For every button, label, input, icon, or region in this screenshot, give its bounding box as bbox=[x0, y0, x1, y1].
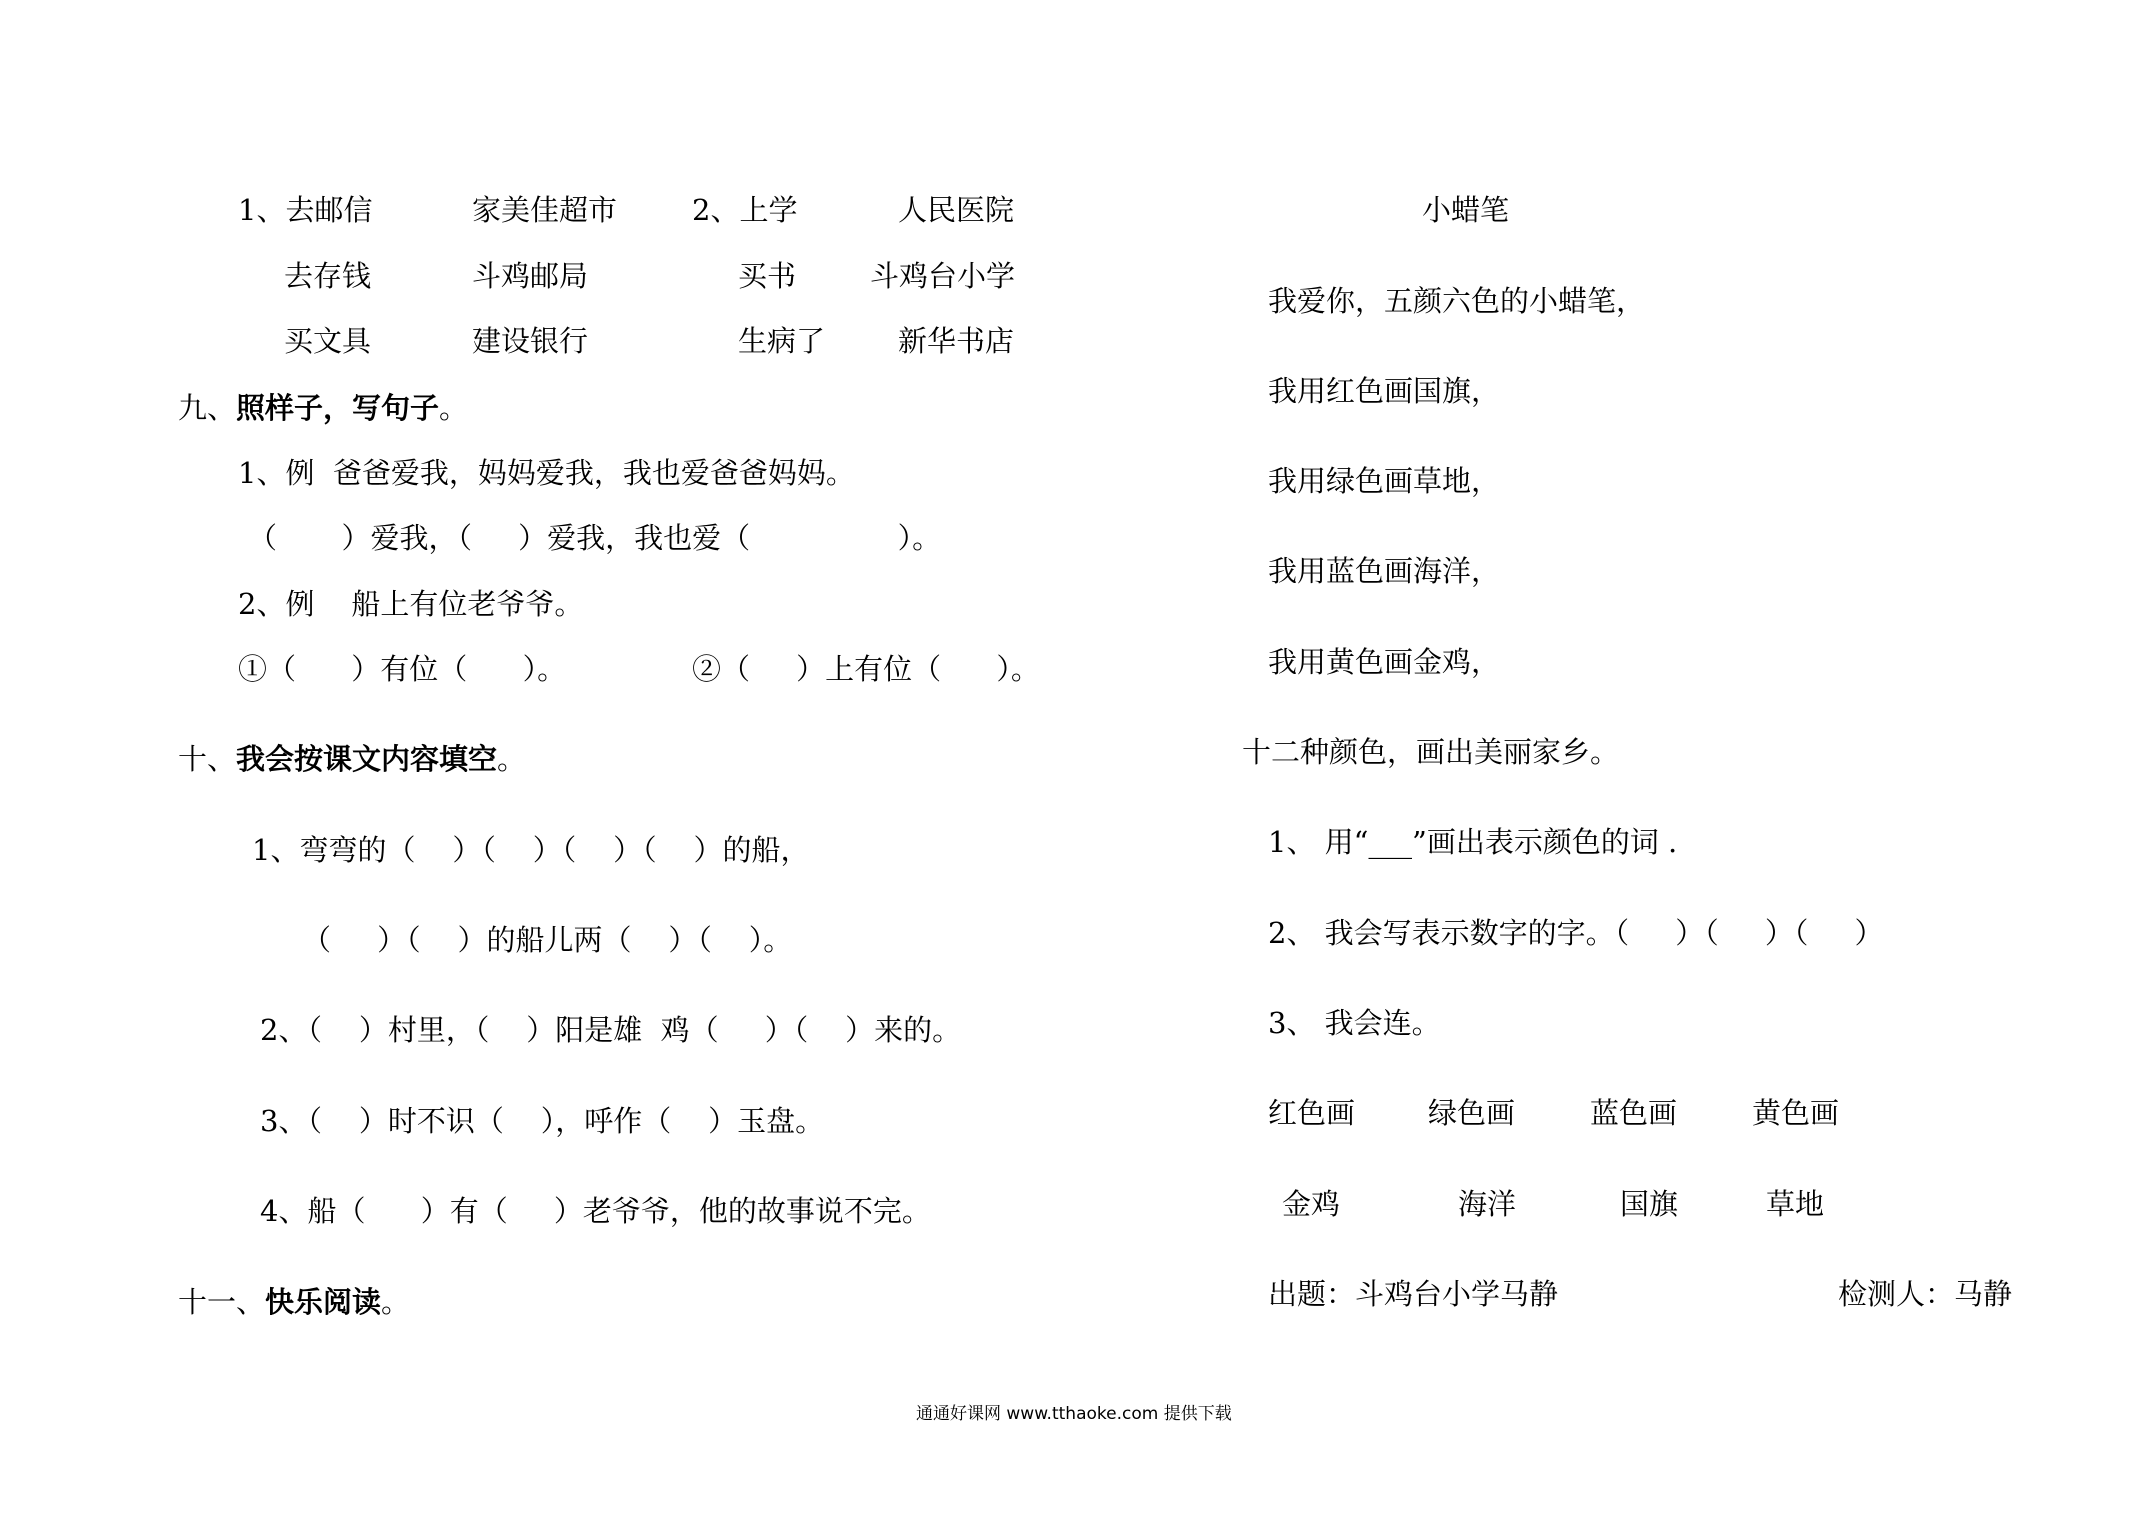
match-g1-item-1: 1、去邮信 bbox=[238, 193, 373, 227]
poem-line-1: 我爱你，五颜六色的小蜡笔， bbox=[1268, 284, 1646, 318]
section11-heading: 十一、快乐阅读。 bbox=[178, 1285, 411, 1319]
section10-q1-line2: （ ）（ ）的船儿两（ ）（ ）。 bbox=[302, 923, 793, 957]
color-word: 蓝色画 bbox=[1590, 1096, 1678, 1130]
match-g1-place-2: 斗鸡邮局 bbox=[472, 259, 589, 293]
match-g2-place-3: 新华书店 bbox=[898, 324, 1015, 358]
match-g1-place-1: 家美佳超市 bbox=[472, 193, 618, 227]
section9-heading: 九、照样子，写句子。 bbox=[178, 391, 469, 425]
thing-word: 草地 bbox=[1766, 1187, 1825, 1221]
color-word: 黄色画 bbox=[1752, 1096, 1840, 1130]
match-g2-place-1: 人民医院 bbox=[898, 193, 1015, 227]
reading-q2: 2、 我会写表示数字的字。（ ）（ ）（ ） bbox=[1268, 916, 1884, 950]
color-word: 绿色画 bbox=[1428, 1096, 1516, 1130]
section10-q1-line1: 1、弯弯的（ ）（ ）（ ）（ ）的船， bbox=[252, 833, 810, 867]
section10-q4: 4、船（ ）有（ ）老爷爷，他的故事说不完。 bbox=[260, 1194, 931, 1228]
thing-word: 国旗 bbox=[1620, 1187, 1679, 1221]
match-g1-place-3: 建设银行 bbox=[472, 324, 589, 358]
section9-example-1: 1、例 爸爸爱我，妈妈爱我，我也爱爸爸妈妈。 bbox=[238, 456, 855, 490]
credits-checker: 检测人：马静 bbox=[1838, 1277, 2013, 1311]
section9-fill-1: （ ）爱我，（ ）爱我，我也爱（ ）。 bbox=[248, 521, 942, 555]
section10-q3: 3、（ ）时不识（ ），呼作（ ）玉盘。 bbox=[260, 1104, 825, 1138]
match-g1-item-2: 去存钱 bbox=[284, 259, 372, 293]
poem-line-5: 我用黄色画金鸡， bbox=[1268, 645, 1501, 679]
reading-q1: 1、 用“___”画出表示颜色的词 . bbox=[1268, 825, 1678, 859]
section9-example-2: 2、例 船上有位老爷爷。 bbox=[238, 587, 584, 621]
match-g2-item-1: 2、上学 bbox=[692, 193, 798, 227]
poem-line-2: 我用红色画国旗， bbox=[1268, 374, 1501, 408]
footer-source: 通通好课网 www.tthaoke.com 提供下载 bbox=[916, 1404, 1232, 1424]
section10-heading: 十、我会按课文内容填空。 bbox=[178, 742, 527, 776]
thing-word: 海洋 bbox=[1458, 1187, 1517, 1221]
poem-line-4: 我用蓝色画海洋， bbox=[1268, 554, 1501, 588]
match-g1-item-3: 买文具 bbox=[284, 324, 372, 358]
section10-q2: 2、（ ）村里，（ ）阳是雄 鸡（ ）（ ）来的。 bbox=[260, 1013, 962, 1047]
section9-fill-2a: ①（ ）有位（ ）。 bbox=[238, 652, 567, 686]
match-g2-item-3: 生病了 bbox=[738, 324, 826, 358]
poem-line-6: 十二种颜色，画出美丽家乡。 bbox=[1242, 735, 1620, 769]
credits-author: 出题：斗鸡台小学马静 bbox=[1268, 1277, 1559, 1311]
match-g2-item-2: 买书 bbox=[738, 259, 797, 293]
match-g2-place-2: 斗鸡台小学 bbox=[870, 259, 1016, 293]
color-word: 红色画 bbox=[1268, 1096, 1356, 1130]
reading-q3: 3、 我会连。 bbox=[1268, 1006, 1441, 1040]
poem-line-3: 我用绿色画草地， bbox=[1268, 464, 1501, 498]
poem-title: 小蜡笔 bbox=[1422, 193, 1510, 227]
section9-fill-2b: ②（ ）上有位（ ）。 bbox=[692, 652, 1040, 686]
thing-word: 金鸡 bbox=[1282, 1187, 1341, 1221]
